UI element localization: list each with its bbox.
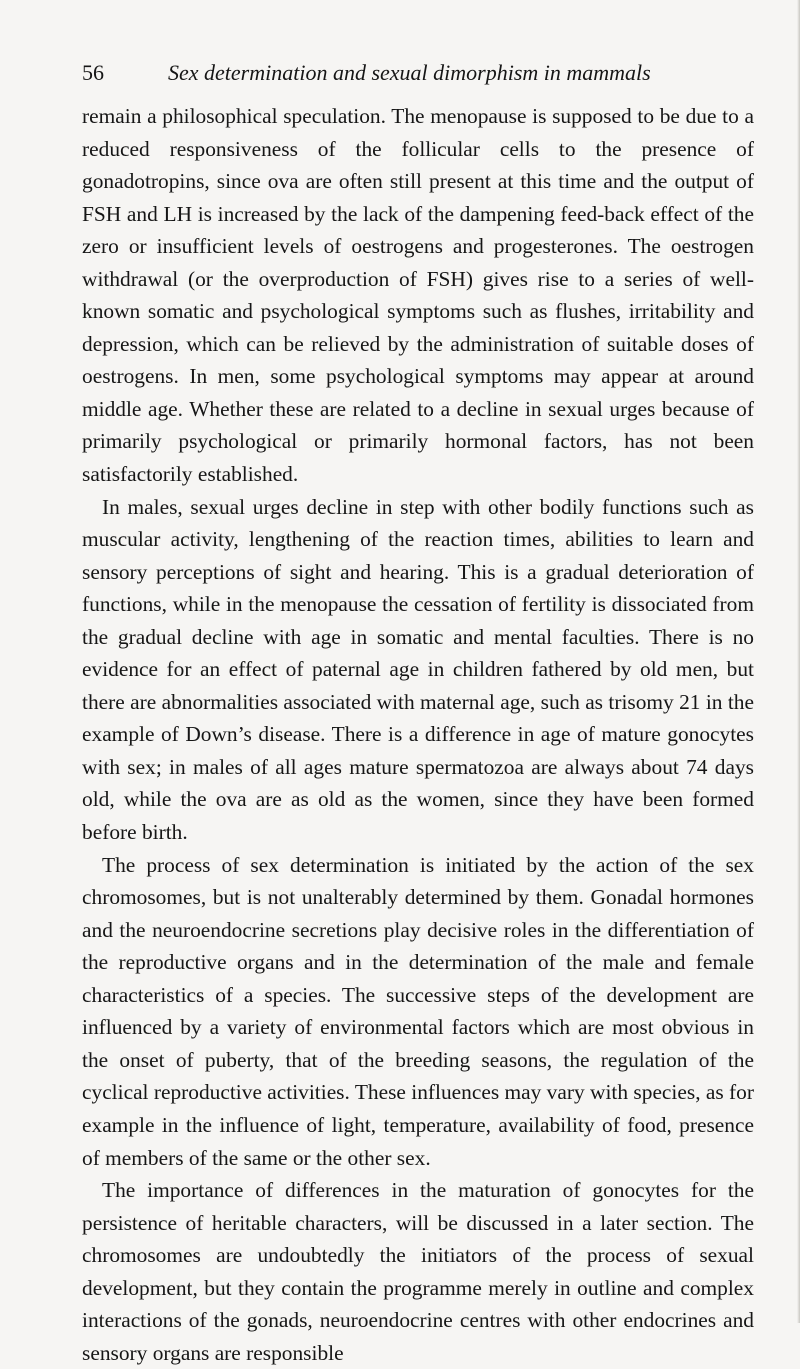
paragraph-4: The importance of differences in the maturation of gonocytes for the persistence of heritable characters, will be discussed in a later section. The chromosomes are undoubtedly the initiators of the process of sexual development, but they contain the programme merely in outline and complex interactions of the gonads, neuroendocrine centres with other endocrines and sensory organs are responsible <box>82 1178 754 1365</box>
paragraph-3: The process of sex determination is initiated by the action of the sex chromosomes, but is not unalterably determined by them. Gonadal hormones and the neuroendocrine secretions play decisive roles in the differentiation of the reproductive organs and in the determination of the male and female characteristics of a species. The successive steps of the development are influenced by a variety of environmental factors which are most obvious in the onset of puberty, that of the breeding seasons, the regulation of the cyclical reproductive activities. These influences may vary with species, as for example in the influence of light, temperature, availability of food, presence of members of the same or the other sex. <box>82 852 754 1170</box>
body-text <box>82 100 754 1369</box>
book-page <box>82 58 754 1369</box>
running-head <box>82 58 754 92</box>
paragraph-1: remain a philosophical speculation. The menopause is supposed to be due to a reduced responsiveness of the follicular cells to the presence of gonadotropins, since ova are often still present at this time and the output of FSH and LH is increased by the lack of the dampening feed-back effect of the zero or insufficient levels of oestrogens and progesterones. The oestrogen withdrawal (or the overproduction of FSH) gives rise to a series of well-known somatic and psychological symptoms such as flushes, irritability and depression, which can be relieved by the administration of suitable doses of oestrogens. In men, some psychological symptoms may appear at around middle age. Whether these are related to a decline in sexual urges because of primarily psychological or primarily hormonal factors, has not been satisfactorily established. <box>82 104 754 487</box>
running-title: Sex determination and sexual dimorphism in mammals <box>168 60 651 85</box>
page-number: 56 <box>82 60 104 85</box>
paragraph-2: In males, sexual urges decline in step with other bodily functions such as muscular activity, lengthening of the reaction times, abilities to learn and sensory perceptions of sight and hearing. This is a gradual deterioration of functions, while in the menopause the cessation of fertility is dissociated from the gradual decline with age in somatic and mental faculties. There is no evidence for an effect of paternal age in children fathered by old men, but there are abnormalities associated with maternal age, such as trisomy 21 in the example of Down’s disease. There is a difference in age of mature gonocytes with sex; in males of all ages mature spermatozoa are always about 74 days old, while the ova are as old as the women, since they have been formed before birth. <box>82 494 754 845</box>
